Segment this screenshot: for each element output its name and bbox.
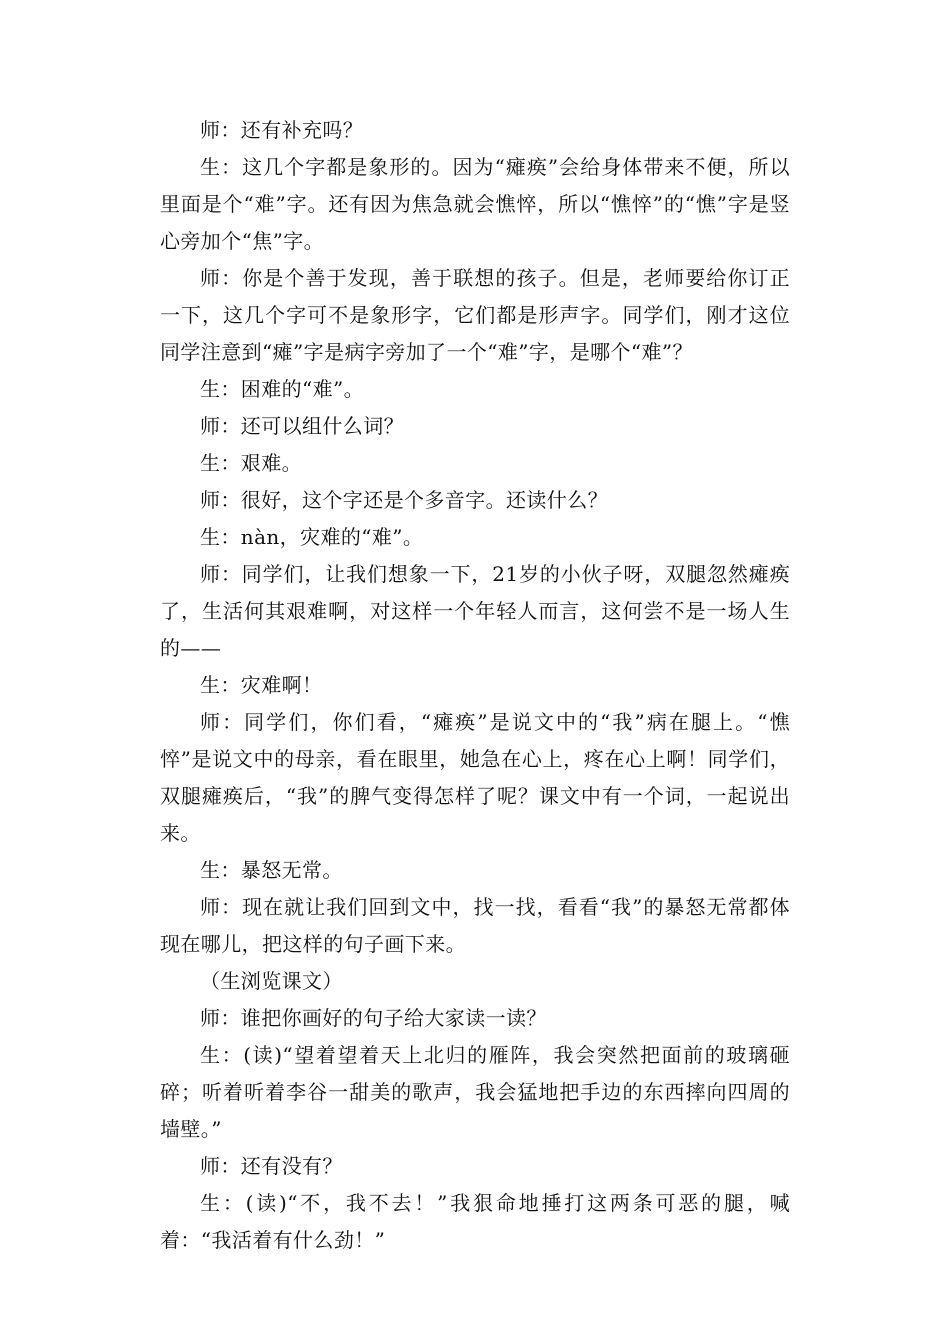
paragraph-14: （生浏览课文） (200, 969, 343, 993)
document-page (160, 112, 790, 1259)
paragraph-2: 生：这几个字都是象形的。因为“瘫痪”会给身体带来不便，所以里面是个“难”字。还有因为焦急就会憔悴，所以“憔悴”的“憔”字是竖心旁加个“焦”字。 (160, 155, 790, 253)
paragraph-15: 师：谁把你画好的句子给大家读一读？ (200, 1006, 547, 1030)
paragraph-10: 生：灾难啊！ (200, 673, 323, 697)
paragraph-9: 师：同学们，让我们想象一下，21岁的小伙子呀，双腿忽然瘫痪了，生活何其艰难啊，对这样一个年轻人而言，这何尝不是一场人生的—— (160, 562, 790, 660)
paragraph-6: 生：艰难。 (200, 451, 302, 475)
paragraph-18: 生：(读)“不，我不去！”我狠命地捶打这两条可恶的腿，喊着：“我活着有什么劲！” (160, 1191, 790, 1252)
paragraph-11: 师：同学们，你们看，“瘫痪”是说文中的“我”病在腿上。“憔悴”是说文中的母亲，看在眼里，她急在心上，疼在心上啊！同学们，双腿瘫痪后，“我”的脾气变得怎样了呢？课文中有一个词，一起说出来。 (160, 710, 790, 845)
paragraph-12: 生：暴怒无常。 (200, 858, 343, 882)
paragraph-17: 师：还有没有？ (200, 1154, 343, 1178)
paragraph-1: 师：还有补充吗？ (200, 118, 364, 142)
paragraph-7: 师：很好，这个字还是个多音字。还读什么？ (200, 488, 608, 512)
paragraph-5: 师：还可以组什么词？ (200, 414, 404, 438)
paragraph-4: 生：困难的“难”。 (200, 377, 365, 401)
paragraph-13: 师：现在就让我们回到文中，找一找，看看“我”的暴怒无常都体现在哪儿，把这样的句子画下来。 (160, 895, 790, 956)
paragraph-3: 师：你是个善于发现，善于联想的孩子。但是，老师要给你订正一下，这几个字可不是象形字，它们都是形声字。同学们，刚才这位同学注意到“瘫”字是病字旁加了一个“难”字，是哪个“难”？ (160, 266, 790, 364)
paragraph-8: 生：nàn，灾难的“难”。 (200, 525, 424, 549)
paragraph-16: 生：(读)“望着望着天上北归的雁阵，我会突然把面前的玻璃砸碎；听着听着李谷一甜美的歌声，我会猛地把手边的东西摔向四周的墙壁。” (160, 1043, 790, 1141)
